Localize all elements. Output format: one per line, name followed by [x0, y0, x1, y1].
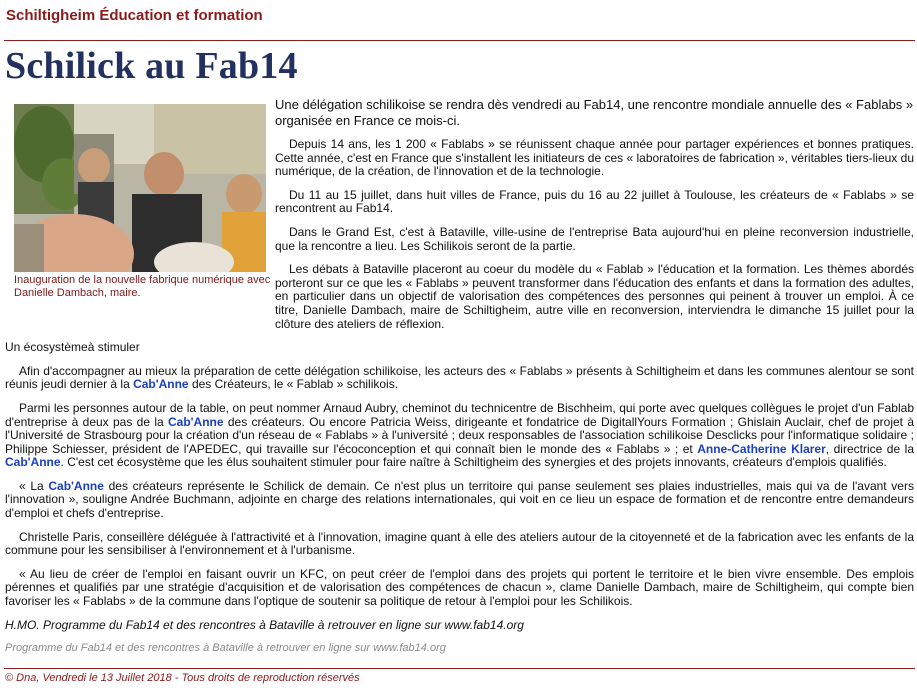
article-title: Schilick au Fab14 — [5, 45, 298, 87]
paragraph: Les débats à Bataville placeront au coeur du modèle du « Fablab » l'éducation et la formation. Les thèmes abordés porteront sur ce que les « Fablabs » peuvent transformer dans l'éducation des enfants et dans la formation des adultes, en particulier dans un objectif de valorisation des compétences des personnes qui peinent à trouver un emploi. À ce titre, Danielle Dambach, maire de Schiltigheim, autre ville en reconversion, interviendra le dimanche 15 juillet pour la clôture des ateliers de réflexion. — [275, 262, 914, 331]
header-divider — [4, 40, 915, 41]
paragraph: Depuis 14 ans, les 1 200 « Fablabs » se réunissent chaque année pour partager expériences et bonnes pratiques. Cette année, c'est en France que s'installent les initiateurs de ces « laboratoires de fabrication », véritables tiers-lieux du numérique, de la création, de l'innovation et de la technologie. — [275, 137, 914, 179]
anne-catherine-link[interactable]: Anne-Catherine Klarer — [697, 441, 826, 456]
signature: H.MO. Programme du Fab14 et des rencontres à Bataville à retrouver en ligne sur www.fab14.org — [5, 617, 524, 632]
text: Afin d'accompagner au mieux la préparation de cette délégation schilikoise, les acteurs des « Fablabs » présents à Schiltigheim et dans les communes alentour se sont réunis jeudi dernier à la — [5, 363, 914, 392]
paragraph — [5, 365, 914, 392]
cabanne-link[interactable]: Cab'Anne — [48, 478, 104, 493]
text: des créateurs. Ou encore Patricia Weiss, dirigeante et fondatrice de DigitallYours Formation ; Ghislain Auclair, chef de projet à l'Université de Strasbourg pour la création d'un réseau de « Fablabs » à l'université ; deux responsables de l'association schilikoise Desclicks pour l'informatique solidaire ; Philippe Schiesser, président de l'APEDEC, qui travaille sur l'écoconception et qui connaît bien le monde des « Fablabs » ; et — [5, 414, 914, 456]
subheading: Un écosystèmeà stimuler — [5, 340, 140, 355]
text: des créateurs représente le Schilick de demain. Ce n'est plus un territoire qui panse seulement ses plaies industrielles, mais qui va de l'avant vers l'innovation », souligne Andrée Buchmann, adjointe en charge des relations internationales, qui voit en ce lieu un espace de formation et de rencontre entre demandeurs d'emploi et chefs d'entreprise. — [5, 478, 914, 521]
paragraph: « Au lieu de créer de l'emploi en faisant ouvrir un KFC, on peut créer de l'emploi dans des projets qui portent le territoire et le bien vivre ensemble. Des emplois pérennes et qualifiés par une stratégie d'acquisition et de valorisation des compétences de chacun », clame Danielle Dambach, maire de Schiltigheim, qui compte bien favoriser les « Fablabs » de la commune dans l'optique de soutenir sa politique de retour à l'emploi pour les Schilikois. — [5, 566, 914, 609]
paragraph: Dans le Grand Est, c'est à Bataville, ville-usine de l'entreprise Bata aujourd'hui en pleine reconversion industrielle, que la rencontre a lieu. Les Schilikois seront de la partie. — [275, 224, 914, 253]
section-label: Schiltigheim Éducation et formation — [6, 7, 263, 24]
article-lead: Une délégation schilikoise se rendra dès vendredi au Fab14, une rencontre mondiale annuelle des « Fablabs » organisée en France ce mois-ci. — [275, 97, 914, 128]
cabanne-link[interactable]: Cab'Anne — [5, 455, 61, 470]
cabanne-link[interactable]: Cab'Anne — [133, 377, 189, 392]
text: Parmi les personnes autour de la table, on peut nommer Arnaud Aubry, cheminot du technicentre de Bischheim, qui porte avec quelques collègues le projet d'un Fablab d'entreprise à deux pas de la — [5, 400, 914, 429]
text: , directrice de la — [825, 441, 914, 456]
footer-divider — [4, 668, 915, 669]
top-bar — [0, 0, 917, 34]
paragraph — [5, 402, 914, 470]
paragraph — [5, 480, 914, 521]
photo-space — [5, 97, 275, 319]
paragraph: Christelle Paris, conseillère déléguée à l'attractivité et à l'innovation, imagine quant à elle des ateliers autour de la citoyenneté et de la fabrication avec les enfants de la commune pour les sensibiliser à l'environnement et à l'urbanisme. — [5, 529, 914, 558]
article-body — [5, 97, 914, 664]
text: des Créateurs, le « Fablab » schilikois. — [188, 377, 399, 392]
text: « La — [19, 478, 49, 493]
paragraph: Du 11 au 15 juillet, dans huit villes de France, puis du 16 au 22 juillet à Toulouse, les créateurs de « Fablabs » se rencontrent au Fab14. — [275, 187, 914, 216]
photo-caption: Inauguration de la nouvelle fabrique numérique avec Danielle Dambach, maire. — [14, 274, 271, 299]
copyright-footer: © Dna, Vendredi le 13 Juillet 2018 - Tous droits de reproduction réservés — [5, 672, 360, 684]
source-note: Programme du Fab14 et des rencontres à Bataville à retrouver en ligne sur www.fab14.org — [5, 642, 446, 655]
text: . C'est cet écosystème que les élus souhaitent stimuler pour faire naître à Schiltigheim des synergies et des projets innovants, créateurs d'emplois qualifiés. — [60, 455, 887, 470]
cabanne-link[interactable]: Cab'Anne — [168, 414, 224, 429]
